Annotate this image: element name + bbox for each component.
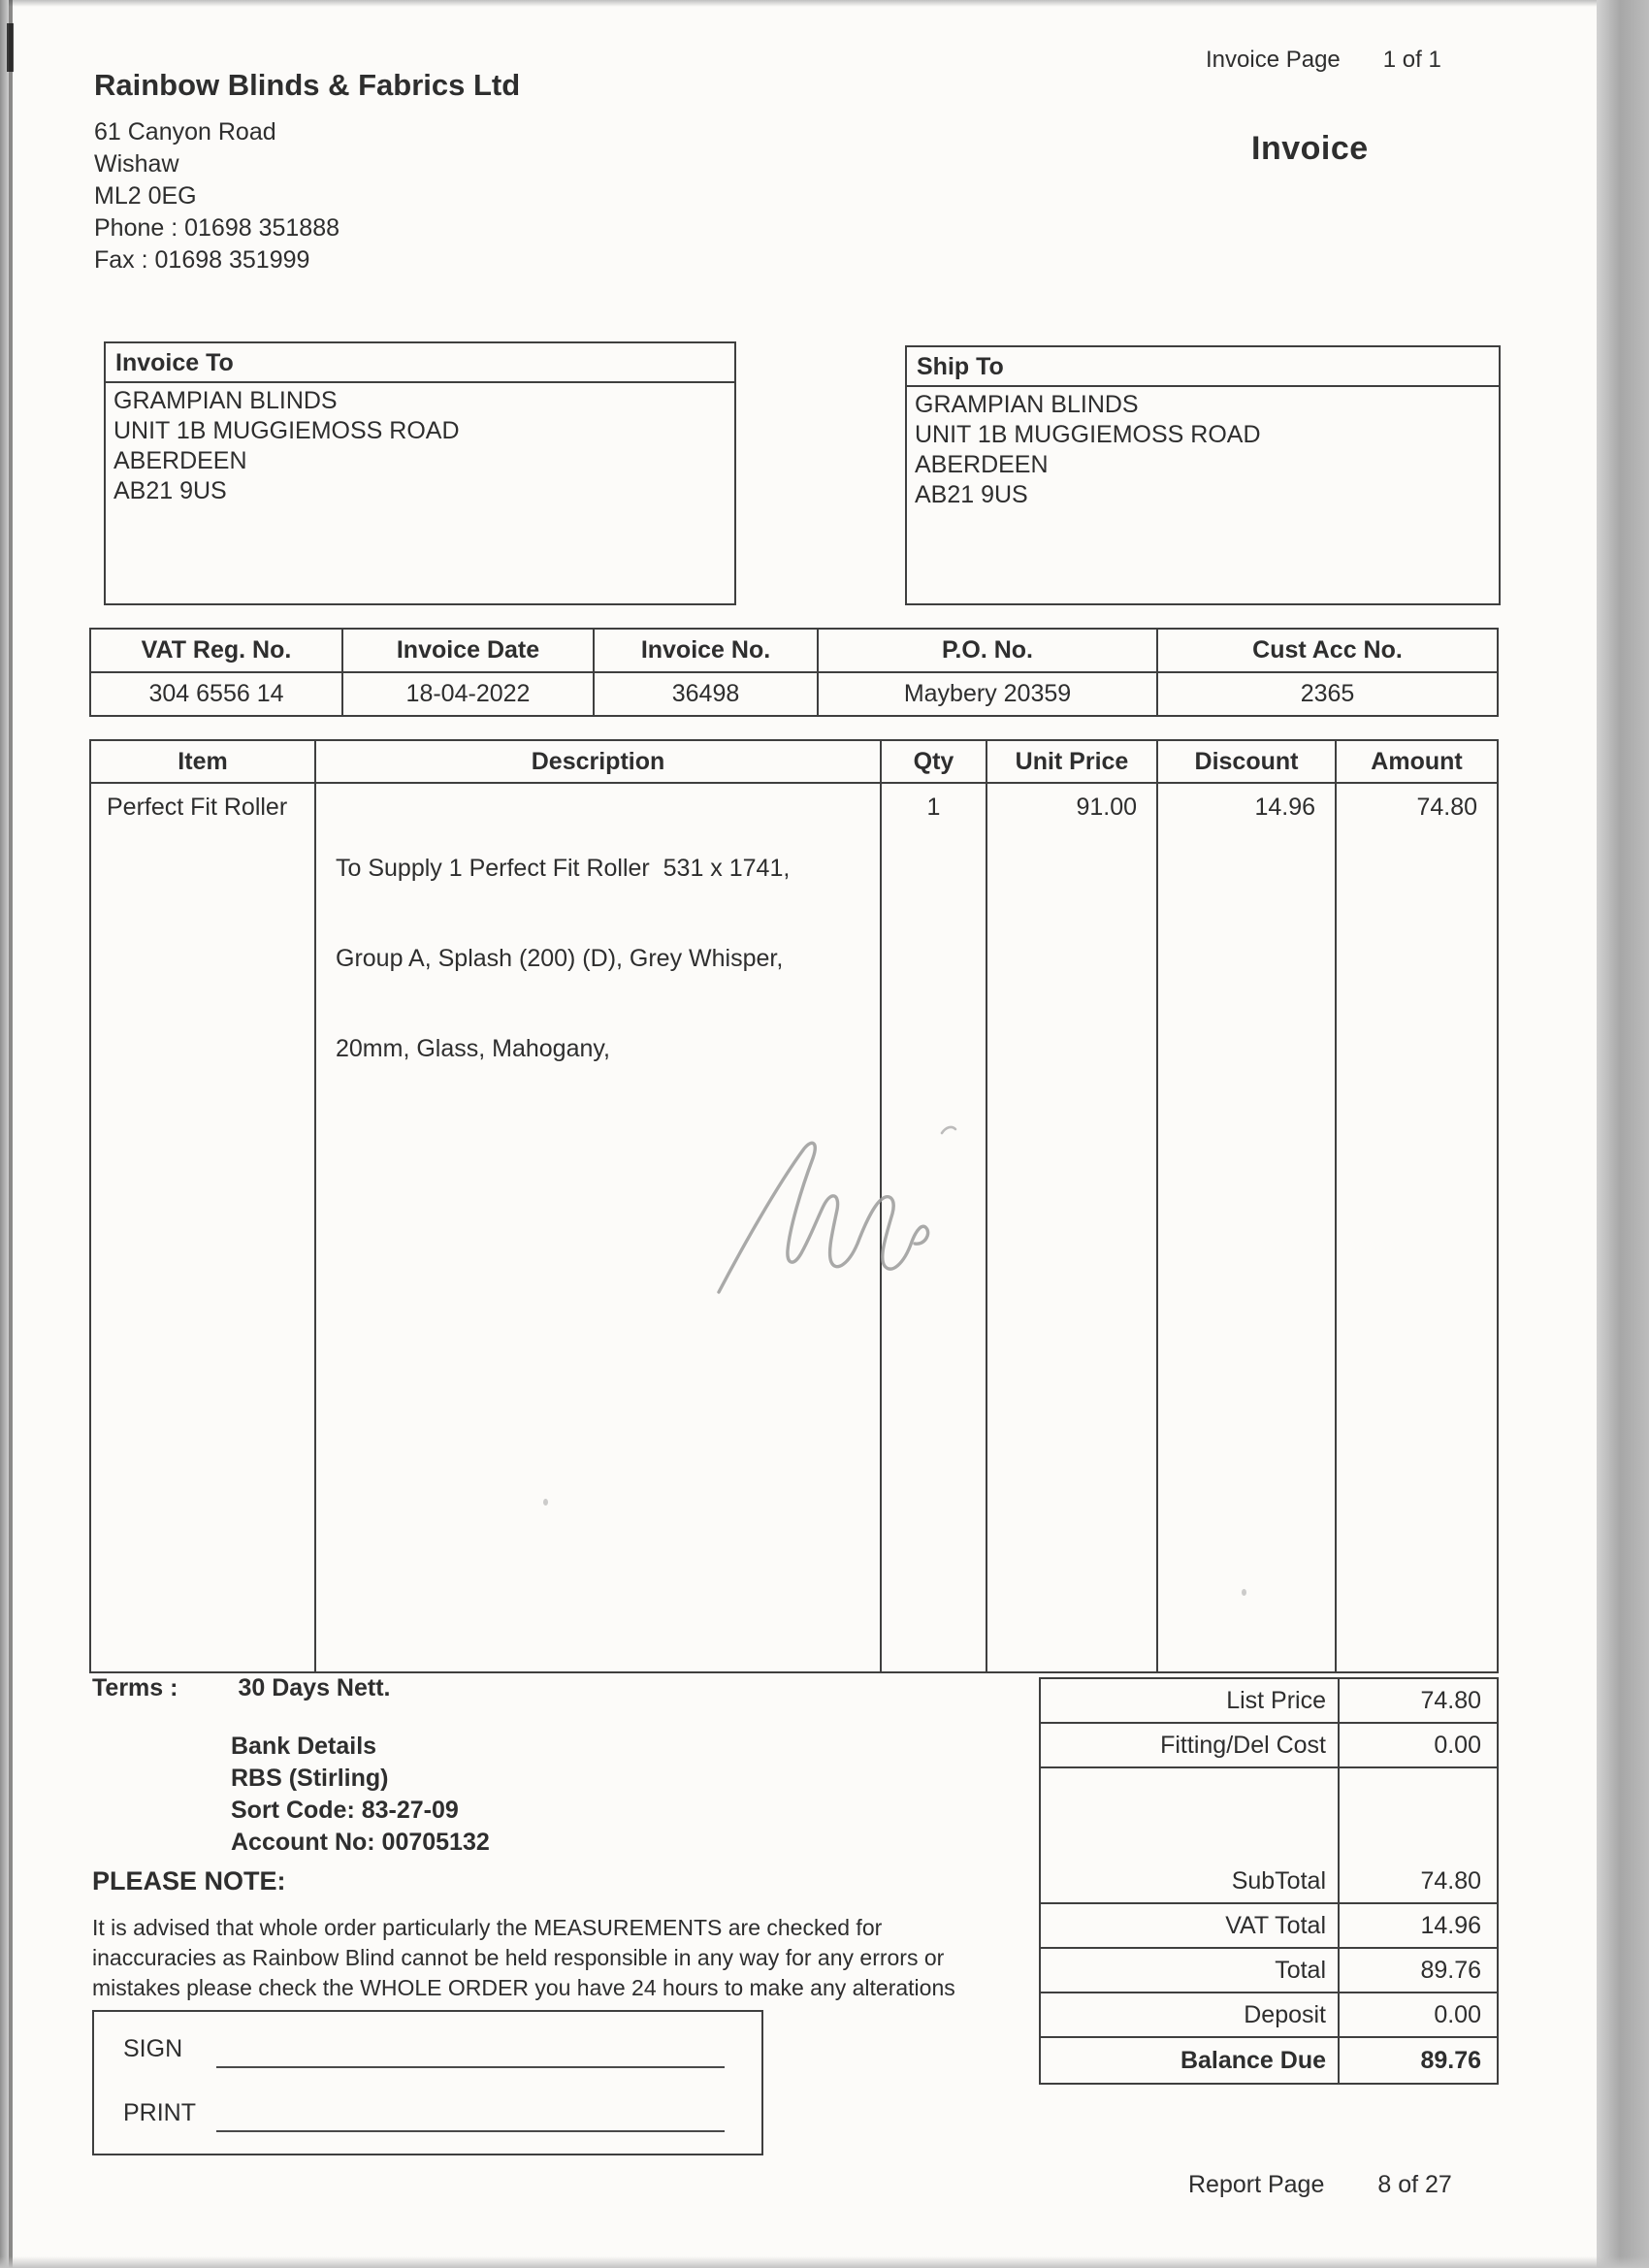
total-label: Total bbox=[1275, 1956, 1326, 1984]
company-phone: Phone : 01698 351888 bbox=[94, 214, 340, 242]
meta-header-cust-acc: Cust Acc No. bbox=[1156, 630, 1497, 671]
meta-value-invoice-no: 36498 bbox=[593, 673, 817, 715]
deposit-label: Deposit bbox=[1244, 2000, 1326, 2028]
scan-edge-left-line bbox=[9, 0, 13, 2268]
total-value: 89.76 bbox=[1420, 1956, 1481, 1984]
report-page-label: Report Page bbox=[1188, 2171, 1325, 2198]
items-header-description: Description bbox=[314, 741, 880, 782]
ship-to-address bbox=[907, 387, 1499, 513]
invoice-to-label: Invoice To bbox=[106, 343, 734, 383]
invoice-meta-table bbox=[89, 628, 1499, 717]
invoice-to-box bbox=[104, 341, 736, 605]
terms-value: 30 Days Nett. bbox=[238, 1674, 391, 1701]
items-body-row bbox=[91, 784, 1497, 1671]
meta-header-vat: VAT Reg. No. bbox=[141, 636, 292, 664]
item-description-cell bbox=[314, 784, 880, 1671]
please-note-line: inaccuracies as Rainbow Blind cannot be held responsible in any way for any errors or bbox=[92, 1945, 945, 1970]
please-note-line: mistakes please check the WHOLE ORDER you have 24 hours to make any alterations bbox=[92, 1975, 955, 2000]
vat-total-value: 14.96 bbox=[1420, 1911, 1481, 1939]
subtotal-value: 74.80 bbox=[1420, 1866, 1481, 1895]
invoice-to-address bbox=[106, 383, 734, 509]
subtotal-label: SubTotal bbox=[1231, 1866, 1326, 1895]
bank-details-heading: Bank Details bbox=[231, 1733, 377, 1760]
totals-row-list-price bbox=[1041, 1679, 1497, 1724]
ship-to-label: Ship To bbox=[907, 347, 1499, 387]
totals-row-balance-due bbox=[1041, 2038, 1497, 2083]
meta-value-date: 18-04-2022 bbox=[341, 673, 593, 715]
vat-total-label: VAT Total bbox=[1225, 1911, 1326, 1939]
company-address-line: Wishaw bbox=[94, 150, 179, 178]
company-name: Rainbow Blinds & Fabrics Ltd bbox=[94, 68, 521, 102]
company-address bbox=[94, 116, 340, 276]
ship-to-line: ABERDEEN bbox=[915, 451, 1049, 478]
scan-corner-mark bbox=[7, 23, 14, 72]
company-fax: Fax : 01698 351999 bbox=[94, 246, 310, 274]
totals-divider bbox=[1338, 1679, 1340, 2083]
document-title: Invoice bbox=[1251, 130, 1369, 167]
fitting-cost-label: Fitting/Del Cost bbox=[1160, 1731, 1326, 1759]
report-page-indicator bbox=[1188, 2171, 1452, 2199]
totals-row-deposit bbox=[1041, 1993, 1497, 2038]
item-amount-cell: 74.80 bbox=[1335, 784, 1497, 1671]
company-address-line: ML2 0EG bbox=[94, 182, 197, 210]
print-line bbox=[216, 2130, 725, 2132]
invoice-page-value: 1 of 1 bbox=[1382, 47, 1441, 73]
item-description-line: 20mm, Glass, Mahogany, bbox=[336, 1035, 610, 1062]
please-note-text bbox=[92, 1913, 955, 2003]
item-unit-price-cell: 91.00 bbox=[986, 784, 1156, 1671]
scan-edge-right bbox=[1597, 0, 1649, 2268]
sign-label: SIGN bbox=[123, 2035, 183, 2062]
line-items-table bbox=[89, 739, 1499, 1673]
deposit-value: 0.00 bbox=[1434, 2000, 1481, 2028]
scan-edge-top bbox=[0, 0, 1649, 7]
meta-value-cust-acc: 2365 bbox=[1156, 673, 1497, 715]
item-discount-cell: 14.96 bbox=[1156, 784, 1335, 1671]
invoice-to-line: AB21 9US bbox=[113, 477, 227, 504]
bank-details-block bbox=[231, 1731, 490, 1859]
ship-to-line: GRAMPIAN BLINDS bbox=[915, 391, 1139, 418]
balance-due-value: 89.76 bbox=[1420, 2046, 1481, 2074]
totals-row-subtotal bbox=[1041, 1860, 1497, 1904]
meta-header-invoice-no: Invoice No. bbox=[593, 630, 817, 671]
signature-box bbox=[92, 2010, 763, 2155]
please-note-heading: PLEASE NOTE: bbox=[92, 1866, 286, 1895]
meta-header-po-no: P.O. No. bbox=[817, 630, 1156, 671]
list-price-value: 74.80 bbox=[1420, 1686, 1481, 1714]
meta-header-row bbox=[91, 630, 1497, 671]
invoice-page-label: Invoice Page bbox=[1206, 47, 1341, 73]
print-label: PRINT bbox=[123, 2099, 196, 2126]
ship-to-line: UNIT 1B MUGGIEMOSS ROAD bbox=[915, 421, 1261, 448]
invoice-to-line: UNIT 1B MUGGIEMOSS ROAD bbox=[113, 417, 460, 444]
list-price-label: List Price bbox=[1226, 1686, 1326, 1714]
terms-row bbox=[92, 1674, 390, 1702]
items-header-discount: Discount bbox=[1156, 741, 1335, 782]
meta-value-vat: 304 6556 14 bbox=[148, 680, 284, 707]
sign-line bbox=[216, 2066, 725, 2068]
items-header-item: Item bbox=[178, 747, 228, 775]
company-address-line: 61 Canyon Road bbox=[94, 118, 276, 146]
item-qty-cell: 1 bbox=[880, 784, 986, 1671]
meta-header-date: Invoice Date bbox=[341, 630, 593, 671]
ship-to-line: AB21 9US bbox=[915, 481, 1028, 508]
item-description-line: To Supply 1 Perfect Fit Roller 531 x 1741, bbox=[336, 855, 791, 882]
ship-to-box bbox=[905, 345, 1501, 605]
items-header-row bbox=[91, 741, 1497, 784]
report-page-value: 8 of 27 bbox=[1377, 2171, 1452, 2198]
totals-row-total bbox=[1041, 1949, 1497, 1993]
meta-value-po-no: Maybery 20359 bbox=[817, 673, 1156, 715]
totals-spacer bbox=[1041, 1768, 1497, 1860]
items-header-amount: Amount bbox=[1335, 741, 1497, 782]
item-name-cell: Perfect Fit Roller bbox=[107, 794, 288, 821]
bank-name: RBS (Stirling) bbox=[231, 1765, 389, 1792]
fitting-cost-value: 0.00 bbox=[1434, 1731, 1481, 1759]
meta-value-row bbox=[91, 671, 1497, 715]
invoice-to-line: ABERDEEN bbox=[113, 447, 247, 474]
item-description-line: Group A, Splash (200) (D), Grey Whisper, bbox=[336, 945, 784, 972]
items-header-qty: Qty bbox=[880, 741, 986, 782]
bank-sort-code: Sort Code: 83-27-09 bbox=[231, 1797, 459, 1824]
invoice-page-indicator bbox=[1206, 47, 1441, 74]
totals-box bbox=[1039, 1677, 1499, 2085]
scan-edge-left bbox=[0, 0, 9, 2268]
totals-row-vat bbox=[1041, 1904, 1497, 1949]
items-header-unit-price: Unit Price bbox=[986, 741, 1156, 782]
please-note-line: It is advised that whole order particularly the MEASUREMENTS are checked for bbox=[92, 1915, 883, 1940]
totals-row-fitting bbox=[1041, 1724, 1497, 1768]
invoice-to-line: GRAMPIAN BLINDS bbox=[113, 387, 338, 414]
terms-label: Terms : bbox=[92, 1674, 178, 1701]
balance-due-label: Balance Due bbox=[1180, 2046, 1326, 2074]
scan-edge-bottom bbox=[0, 2256, 1649, 2268]
bank-account-no: Account No: 00705132 bbox=[231, 1829, 490, 1856]
